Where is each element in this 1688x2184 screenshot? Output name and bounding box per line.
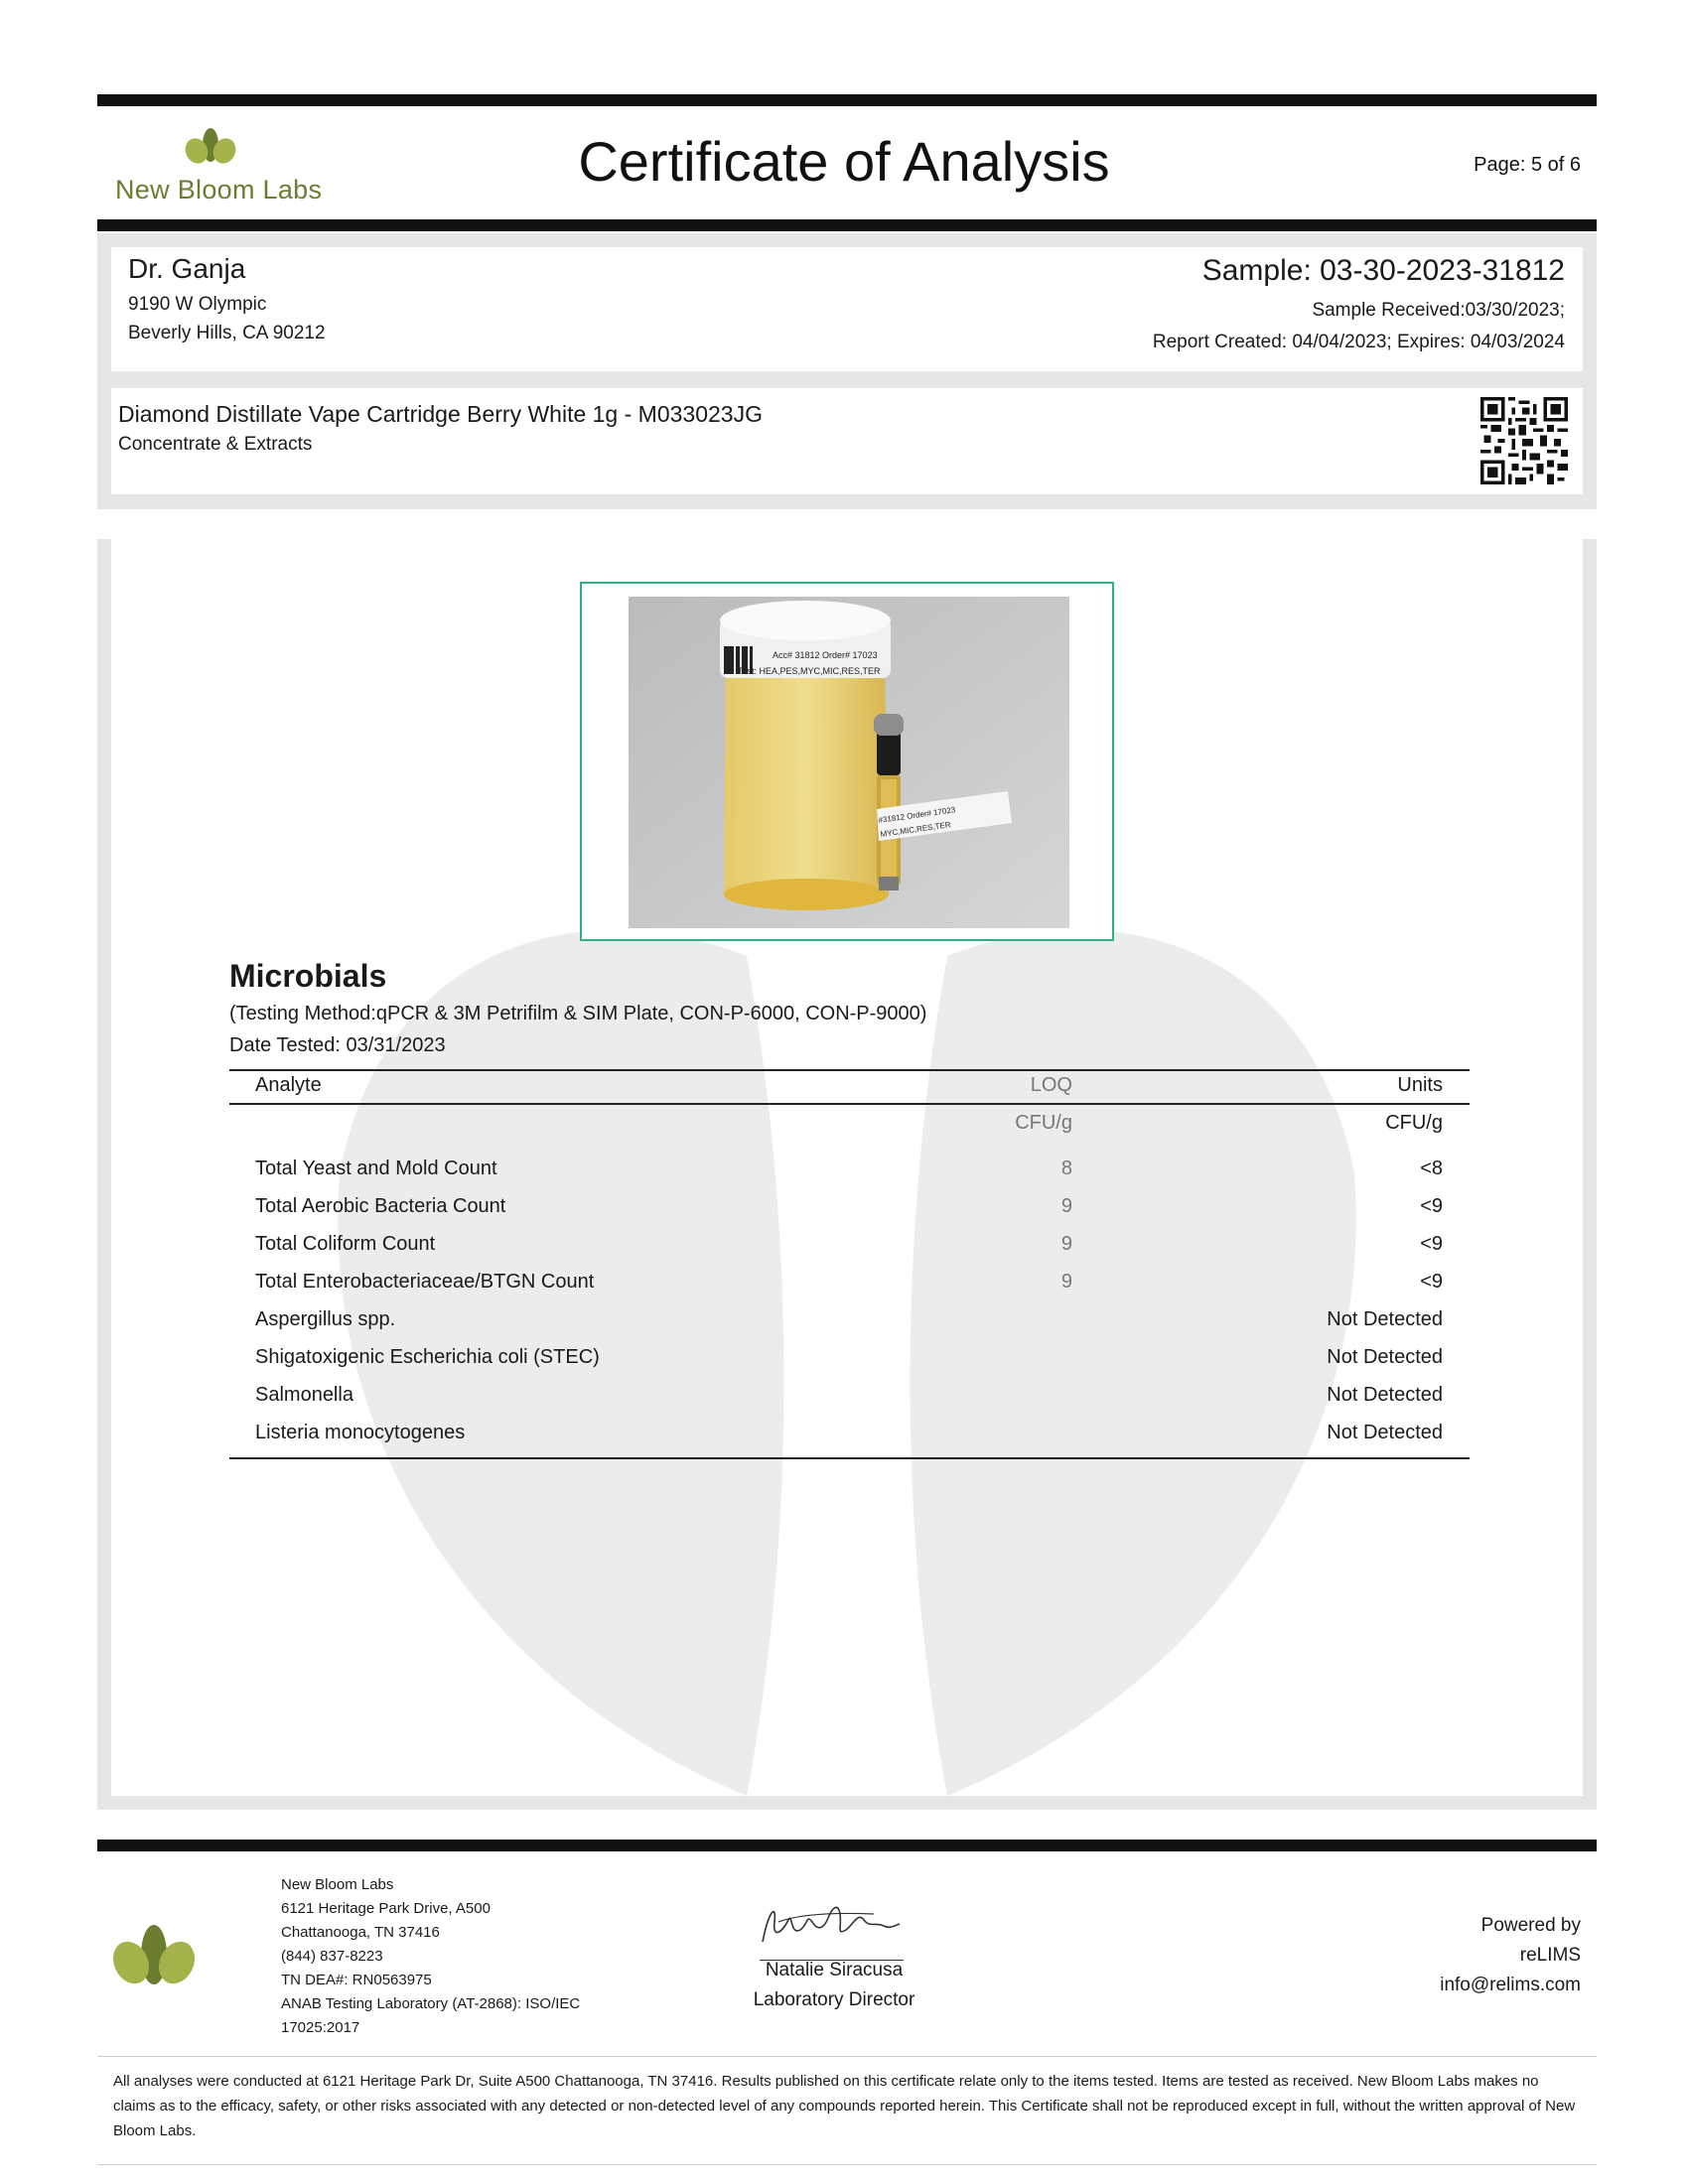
table-bottom-rule bbox=[229, 1457, 1470, 1459]
logo-text: New Bloom Labs bbox=[115, 175, 323, 205]
document-title: Certificate of Analysis bbox=[578, 130, 1110, 193]
row-result: Not Detected bbox=[1327, 1384, 1443, 1406]
lab-line: TN DEA#: RN0563975 bbox=[281, 1972, 432, 1988]
sample-photo bbox=[629, 597, 1069, 928]
disclaimer-text: All analyses were conducted at 6121 Heritage Park Dr, Suite A500 Chattanooga, TN 37416. Results published on this certificate relate only to the items tested. Items are tested as received. New Bloom Labs makes no claims as to the efficacy, safety, or other risks associated with any detected or non-detected level of any compounds reported herein. This Certificate shall not be reproduced except in full, without the written approval of New Bloom Labs. bbox=[113, 2073, 1576, 2139]
header-bottom-rule bbox=[97, 219, 1597, 231]
table-top-rule bbox=[229, 1069, 1470, 1071]
row-result: Not Detected bbox=[1327, 1346, 1443, 1368]
lab-line: 6121 Heritage Park Drive, A500 bbox=[281, 1900, 491, 1917]
testing-method: (Testing Method:qPCR & 3M Petrifilm & SIM Plate, CON-P-6000, CON-P-9000) bbox=[229, 1003, 927, 1024]
row-result: Not Detected bbox=[1327, 1308, 1443, 1330]
section-title-microbials: Microbials bbox=[229, 958, 387, 994]
row-loq: 9 bbox=[1060, 1271, 1072, 1293]
page-indicator: Page: 5 of 6 bbox=[1474, 154, 1581, 176]
lab-line: New Bloom Labs bbox=[281, 1876, 394, 1893]
row-result: <9 bbox=[1420, 1233, 1443, 1255]
unit-row-units: CFU/g bbox=[1385, 1112, 1443, 1134]
date-tested: Date Tested: 03/31/2023 bbox=[229, 1034, 446, 1056]
lab-line: 17025:2017 bbox=[281, 2019, 360, 2036]
client-name: Dr. Ganja bbox=[128, 253, 246, 284]
column-header-units: Units bbox=[1397, 1074, 1443, 1096]
sample-received: Sample Received:03/30/2023; bbox=[1312, 300, 1565, 321]
product-category: Concentrate & Extracts bbox=[118, 434, 313, 455]
sample-id: Sample: 03-30-2023-31812 bbox=[1201, 254, 1565, 287]
column-header-analyte: Analyte bbox=[255, 1074, 322, 1096]
row-analyte: Listeria monocytogenes bbox=[255, 1422, 466, 1443]
powered-by-email[interactable]: info@relims.com bbox=[1440, 1975, 1581, 1995]
lab-line: Chattanooga, TN 37416 bbox=[281, 1924, 440, 1941]
row-analyte: Total Yeast and Mold Count bbox=[255, 1158, 497, 1179]
signature-image bbox=[755, 1892, 904, 1962]
footer-top-rule bbox=[97, 1840, 1597, 1851]
lab-line: ANAB Testing Laboratory (AT-2868): ISO/IEC bbox=[281, 1995, 581, 2012]
row-analyte: Aspergillus spp. bbox=[255, 1308, 396, 1330]
client-address-line1: 9190 W Olympic bbox=[128, 294, 267, 315]
header-top-rule bbox=[97, 94, 1597, 106]
table-header-rule bbox=[229, 1103, 1470, 1105]
row-result: <9 bbox=[1420, 1271, 1443, 1293]
row-analyte: Shigatoxigenic Escherichia coli (STEC) bbox=[255, 1346, 600, 1368]
cart-label-line1: #31812 Order# 17023 bbox=[878, 805, 956, 825]
lab-line: (844) 837-8223 bbox=[281, 1948, 383, 1965]
row-loq: 8 bbox=[1060, 1158, 1072, 1179]
row-result: <9 bbox=[1420, 1195, 1443, 1217]
column-header-loq: LOQ bbox=[1030, 1074, 1072, 1096]
cart-label-line2: MYC,MIC,RES,TER bbox=[880, 820, 952, 839]
signatory-title: Laboratory Director bbox=[753, 1989, 915, 2010]
row-analyte: Total Enterobacteriaceae/BTGN Count bbox=[255, 1271, 595, 1293]
row-analyte: Total Coliform Count bbox=[255, 1233, 436, 1255]
qr-code-icon[interactable] bbox=[1480, 397, 1568, 484]
signatory-name: Natalie Siracusa bbox=[765, 1960, 904, 1980]
unit-row-loq: CFU/g bbox=[1015, 1112, 1072, 1134]
powered-by-block bbox=[1440, 1911, 1581, 2000]
row-analyte: Total Aerobic Bacteria Count bbox=[255, 1195, 506, 1217]
footer-leaf-logo-icon bbox=[111, 1923, 197, 1988]
powered-by-label: Powered by bbox=[1480, 1915, 1581, 1936]
row-result: <8 bbox=[1420, 1158, 1443, 1179]
jar-label-line2: Test: HEA,PES,MYC,MIC,RES,TER bbox=[738, 666, 881, 676]
jar-label-line1: Acc# 31812 Order# 17023 bbox=[773, 650, 878, 660]
disclaimer-top-rule bbox=[97, 2056, 1597, 2057]
row-analyte: Salmonella bbox=[255, 1384, 353, 1406]
powered-by-brand: reLIMS bbox=[1519, 1945, 1581, 1966]
product-name: Diamond Distillate Vape Cartridge Berry White 1g - M033023JG bbox=[118, 401, 763, 427]
client-address-line2: Beverly Hills, CA 90212 bbox=[128, 323, 326, 343]
report-dates: Report Created: 04/04/2023; Expires: 04/03/2024 bbox=[1152, 332, 1565, 352]
row-loq: 9 bbox=[1060, 1195, 1072, 1217]
row-loq: 9 bbox=[1060, 1233, 1072, 1255]
disclaimer-bottom-rule bbox=[97, 2164, 1597, 2165]
row-result: Not Detected bbox=[1327, 1422, 1443, 1443]
lab-contact-block bbox=[281, 1873, 580, 2040]
